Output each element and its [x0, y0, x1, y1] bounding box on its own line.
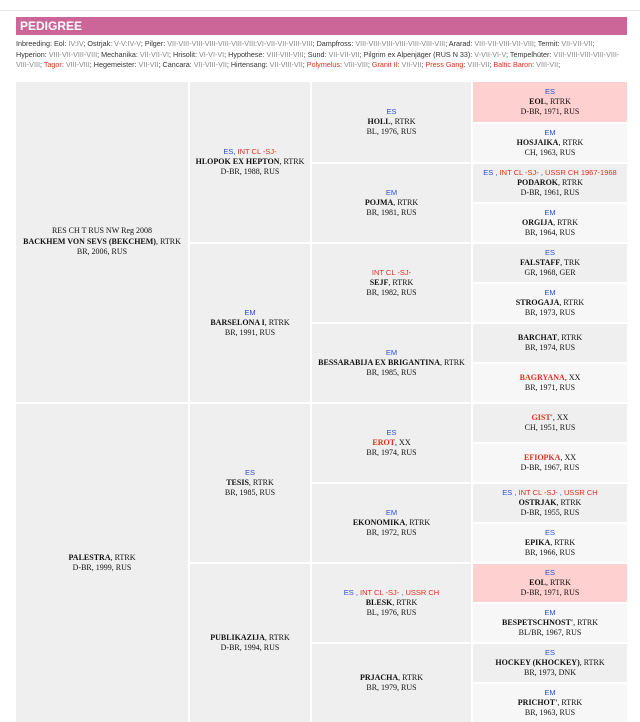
titles-badge — [386, 188, 397, 198]
pedigree-cell-gen2[interactable] — [190, 82, 310, 242]
pedigree-cell-gen4[interactable] — [473, 524, 627, 562]
title-text: , — [399, 587, 406, 597]
inbreeding-generations: VIII-VIII-VIII-VIII-VIII-VIII-VIII — [16, 49, 620, 69]
pedigree-cell-gen3[interactable] — [312, 82, 471, 162]
horse-name-line — [353, 518, 430, 529]
horse-name-line — [520, 258, 580, 269]
inbreeding-ancestor[interactable]: Hegemeister — [93, 60, 135, 69]
horse-name-line — [360, 673, 423, 684]
titles-badge — [545, 648, 555, 658]
breed-code: , RTRK — [546, 96, 571, 106]
titles-badge — [245, 468, 255, 478]
title-text: EM — [544, 287, 556, 297]
title-text: , — [233, 146, 238, 156]
title-text: ES — [544, 527, 555, 537]
inbreeding-ancestor[interactable]: Granit II — [371, 60, 398, 69]
pedigree-cell-gen3[interactable] — [312, 644, 471, 722]
horse-name-link[interactable]: EOL — [529, 96, 547, 106]
inbreeding-generations: VIII-VIII-VIII-VIII-VIII-VIII-VIII — [355, 39, 446, 48]
breed-code: , TRK — [560, 257, 580, 267]
inbreeding-label: Inbreeding: — [16, 39, 54, 48]
horse-name-link[interactable]: BESSARABIJA EX BRIGANTINA — [318, 357, 440, 367]
inbreeding-generations: IV:IV — [68, 39, 84, 48]
titles-badge — [386, 107, 396, 117]
horse-name-link[interactable]: TESIS — [226, 477, 249, 487]
horse-info: D-BR, 1955, RUS — [520, 508, 580, 517]
breed-code: , RTRK — [392, 597, 418, 607]
titles-badge — [545, 87, 555, 97]
titles-badge — [545, 568, 555, 578]
breed-code: , XX — [552, 412, 569, 422]
horse-info: BL, 1976, RUS — [366, 608, 417, 617]
inbreeding-generations: VII-VII — [401, 60, 422, 69]
horse-info: CH, 1951, RUS — [524, 423, 576, 432]
horse-name-line — [520, 373, 581, 384]
breed-code: , RTRK — [248, 477, 274, 487]
horse-name-link[interactable]: PRICHOT' — [517, 697, 558, 707]
inbreeding-ancestor[interactable]: Termit — [537, 39, 558, 48]
horse-name-link[interactable]: PODAROK — [517, 177, 559, 187]
horse-name-link[interactable]: EROT — [372, 437, 396, 447]
title-text: EM — [544, 607, 556, 617]
horse-name-link[interactable]: EFIOPKA — [523, 452, 561, 462]
horse-info: D-BR, 1994, RUS — [220, 643, 280, 652]
titles-badge — [544, 608, 555, 618]
breed-code: , RTRK — [557, 697, 583, 707]
inbreeding-ancestor[interactable]: Polymelus — [306, 60, 340, 69]
horse-name-line — [69, 553, 136, 564]
horse-info: D-BR, 1961, RUS — [520, 188, 580, 197]
pedigree-cell-gen1[interactable] — [16, 82, 188, 402]
horse-name-line — [522, 218, 578, 229]
title-text: EM — [544, 207, 556, 217]
pedigree-cell-gen4[interactable] — [473, 324, 627, 362]
breed-code: , RTRK — [398, 672, 424, 682]
title-text: ES — [244, 467, 255, 477]
inbreeding-generations: VII-VII-VII — [328, 49, 360, 59]
title-text: INT CL -SJ- — [360, 587, 400, 597]
breed-code: , RTRK — [558, 137, 584, 147]
pedigree-cell-gen2[interactable] — [190, 564, 310, 722]
titles-badge — [344, 588, 439, 598]
horse-name-link[interactable]: PALESTRA — [68, 552, 111, 562]
horse-name-link[interactable]: OSTRJAK — [518, 497, 557, 507]
title-text: , — [512, 487, 519, 497]
horse-name-line — [226, 478, 274, 489]
horse-name-line — [525, 538, 575, 549]
pedigree-cell-gen3[interactable] — [312, 164, 471, 242]
title-text: INT CL -SJ- — [237, 146, 277, 156]
horse-name-line — [518, 333, 582, 344]
inbreeding-summary: Inbreeding: Eol: IV:IV; Ostrjak: V-V:IV-V; Pilger: VII-VIII-VIII-VIII-VIII-VIII-VIII:VI-VII-VII-VIII-VIII; Dampfross: VIII-VIII-VIII-VIII-VIII-VIII-VIII; Ararad: VIII-VII-VIII-VII-VIII; Termit: VII-VII-VII; Hyperion: VIII-VII-VIII-VIII; Mechanika: VII-VII-VI; Hrisolit: VI-VI-VI; Hypothese: VIII-VIII-VIII; Sund: VII-VII-VII; Pilgrim ex Alpenjäger (RUS N 33): V-VII-VI-V; Tempelhüter: VIII-VIII-VIII-VIII-VIII-VIII-VIII; Tagor: VIII-VIII; Hegemeister: VII-VII; Cancara: VII-VIII-VII; Hirtensang: VII-VIII-VII; Polymelus: VIII-VIII; Granit II: VII-VII; Press Gang: VIII-VII; Baltic Baron: VIII-VII; — [16, 39, 620, 69]
inbreeding-ancestor[interactable]: Mechanika — [101, 49, 136, 59]
inbreeding-ancestor[interactable]: Hirtensang — [230, 60, 266, 69]
horse-info: D-BR, 1971, RUS — [520, 588, 580, 597]
title-text: ES — [544, 647, 555, 657]
pedigree-cell-gen3[interactable] — [312, 404, 471, 482]
horse-info: BR, 1972, RUS — [366, 528, 417, 537]
titles-badge — [483, 168, 616, 178]
inbreeding-generations: VII-VII-VII — [561, 39, 593, 48]
pedigree-cell-gen1[interactable] — [16, 404, 188, 722]
inbreeding-generations: VIII-VIII — [343, 60, 368, 69]
horse-name-link[interactable]: EOL — [529, 577, 547, 587]
breed-code: , RTRK — [393, 197, 419, 207]
title-text: EM — [385, 507, 398, 517]
breed-code: , RTRK — [110, 552, 136, 562]
horse-name-link[interactable]: HOLL — [367, 116, 391, 126]
horse-name-line — [519, 498, 582, 509]
horse-info: BL, 1976, RUS — [366, 127, 417, 136]
title-text: , — [557, 487, 564, 497]
horse-name-link[interactable]: POJMA — [364, 197, 394, 207]
title-text: INT CL -SJ- — [371, 267, 412, 277]
titles-badge — [386, 428, 396, 438]
pedigree-cell-gen3[interactable] — [312, 484, 471, 562]
inbreeding-ancestor[interactable]: Pilgrim ex Alpenjäger (RUS N 33) — [363, 49, 471, 59]
inbreeding-ancestor[interactable]: Cancara — [162, 60, 190, 69]
horse-name-link[interactable]: HOSJAIKA — [516, 137, 559, 147]
breed-code: , RTRK — [550, 537, 576, 547]
titles-badge — [544, 208, 555, 218]
breed-code: , RTRK — [556, 497, 582, 507]
title-text: EM — [544, 687, 556, 697]
horse-name-link[interactable]: PUBLIKAZIJA — [210, 632, 265, 642]
inbreeding-ancestor[interactable]: Hypothese — [228, 49, 263, 59]
pedigree-cell-gen4[interactable] — [473, 364, 627, 402]
pedigree-cell-gen4[interactable] — [473, 284, 627, 322]
horse-name-link[interactable]: BLESK — [365, 597, 393, 607]
title-text: INT CL -SJ- — [518, 487, 558, 497]
horse-name-line — [517, 178, 583, 189]
inbreeding-generations: VII-VII — [138, 60, 159, 69]
horse-name-line — [318, 358, 465, 369]
horse-name-link[interactable]: BACKHEM VON SEVS (BEKCHEM) — [23, 236, 156, 246]
titles-badge — [502, 488, 597, 498]
breed-code: , RTRK — [264, 632, 290, 642]
horse-info: D-BR, 1967, RUS — [520, 463, 580, 472]
inbreeding-generations: VII-VIII-VIII-VIII-VIII-VIII-VIII:VI-VII-VII-VIII-VIII — [167, 39, 313, 48]
breed-code: , XX — [395, 437, 411, 447]
top-bar — [0, 0, 640, 11]
pedigree-cell-gen4[interactable] — [473, 444, 627, 482]
titles-badge — [544, 288, 555, 298]
horse-name-link[interactable]: BESPETSCHNOST' — [502, 617, 574, 627]
horse-info: BR, 1966, RUS — [524, 548, 576, 557]
title-text: , — [353, 587, 361, 597]
inbreeding-ancestor[interactable]: Tempelhüter — [509, 49, 550, 59]
pedigree-cell-gen4[interactable] — [473, 244, 627, 282]
breed-code: , RTRK — [388, 277, 414, 287]
titles-badge — [386, 508, 397, 518]
inbreeding-ancestor[interactable]: Press Gang — [425, 60, 464, 69]
horse-info: D-BR, 1988, RUS — [220, 167, 280, 176]
inbreeding-ancestor[interactable]: Sund — [307, 49, 325, 59]
pedigree-cell-gen4[interactable] — [473, 604, 627, 642]
horse-name-line — [23, 237, 181, 248]
horse-name-line — [495, 658, 604, 669]
titles-badge — [545, 528, 555, 538]
horse-info: BR, 1974, RUS — [366, 448, 417, 457]
inbreeding-generations: VIII-VII — [467, 60, 490, 69]
pedigree-cell-gen3[interactable] — [312, 244, 471, 322]
title-text: INT CL -SJ- — [499, 167, 539, 177]
inbreeding-generations: VI-VI-VI — [198, 49, 225, 59]
horse-name-line — [210, 633, 290, 644]
inbreeding-ancestor[interactable]: Hrisolit — [173, 49, 195, 59]
breed-code: , RTRK — [579, 657, 605, 667]
title-text: ES — [483, 167, 494, 177]
horse-info: BL/BR, 1967, RUS — [518, 628, 582, 637]
horse-info: GR, 1968, GER — [524, 268, 576, 277]
horse-info: D-BR, 1971, RUS — [520, 107, 580, 116]
horse-info: CH, 1963, RUS — [524, 148, 576, 157]
breed-code: , RTRK — [546, 577, 571, 587]
section-header: PEDIGREE — [16, 17, 627, 35]
pedigree-cell-gen4[interactable] — [473, 82, 627, 122]
pedigree-cell-gen4[interactable] — [473, 204, 627, 242]
horse-name-link[interactable]: EPIKA — [524, 537, 551, 547]
inbreeding-generations: VII-VIII-VII — [269, 60, 303, 69]
breed-code: , RTRK — [390, 116, 416, 126]
breed-code: , RTRK — [558, 177, 583, 187]
title-text: ES — [544, 86, 555, 96]
pedigree-cell-gen3[interactable] — [312, 324, 471, 402]
pedigree-cell-gen2[interactable] — [190, 244, 310, 402]
breed-code: , RTRK — [553, 217, 578, 227]
horse-info: BR, 1985, RUS — [224, 488, 276, 497]
horse-name-link[interactable]: HOCKEY (KHOCKEY) — [495, 657, 580, 667]
breed-code: , RTRK — [405, 517, 431, 527]
titles-badge — [386, 348, 397, 358]
horse-name-line — [370, 278, 414, 289]
horse-name-line — [210, 318, 289, 329]
pedigree-cell-gen4[interactable] — [473, 564, 627, 602]
horse-name-link[interactable]: SEJF — [369, 277, 389, 287]
titles-badge — [544, 128, 555, 138]
inbreeding-ancestor[interactable]: Ostrjak — [87, 39, 111, 48]
title-text: USSR CH — [563, 487, 598, 497]
pedigree-cell-gen4[interactable] — [473, 124, 627, 162]
titles-badge — [544, 688, 555, 698]
inbreeding-ancestor[interactable]: Baltic Baron — [493, 60, 533, 69]
inbreeding-generations: VIII-VII-VIII-VIII — [48, 49, 98, 59]
titles-badge — [223, 147, 276, 157]
horse-info: BR, 1981, RUS — [366, 208, 417, 217]
horse-name-link[interactable]: EKONOMIKA — [352, 517, 406, 527]
inbreeding-generations: VII-VIII-VII — [193, 60, 227, 69]
horse-name-link[interactable]: ORGIJA — [522, 217, 554, 227]
horse-name-link[interactable]: FALSTAFF — [519, 257, 561, 267]
horse-name-line — [517, 138, 584, 149]
title-text: , — [538, 167, 545, 177]
horse-info: BR, 2006, RUS — [76, 247, 128, 257]
horse-name-link[interactable]: STROGAJA — [515, 297, 560, 307]
title-text: EM — [385, 187, 398, 197]
horse-info: BR, 1973, RUS — [524, 308, 576, 317]
inbreeding-generations: VIII-VII-VIII-VII-VIII — [474, 39, 534, 48]
title-prefix: RES CH T RUS NW Reg 2008 — [51, 226, 152, 236]
horse-name-line — [529, 97, 571, 108]
horse-name-link[interactable]: BARSELONA I — [210, 317, 265, 327]
horse-info: D-BR, 1999, RUS — [72, 563, 132, 572]
breed-code: , RTRK — [559, 297, 585, 307]
horse-info: BR, 1991, RUS — [224, 328, 276, 337]
inbreeding-ancestor[interactable]: Dampfross — [316, 39, 352, 48]
pedigree-cell-gen4[interactable] — [473, 644, 627, 682]
title-text: USSR CH — [405, 587, 440, 597]
breed-code: , RTRK — [264, 317, 290, 327]
horse-info: BR, 1982, RUS — [366, 288, 417, 297]
horse-name-line — [365, 198, 418, 209]
pedigree-cell-gen4[interactable] — [473, 484, 627, 522]
title-text: EM — [244, 307, 256, 317]
titles-badge — [244, 308, 255, 318]
title-text: ES — [223, 146, 234, 156]
horse-info: BR, 1964, RUS — [524, 228, 576, 237]
horse-name-link[interactable]: BAGRYANA — [519, 372, 565, 382]
inbreeding-ancestor[interactable]: Pilger — [144, 39, 164, 48]
horse-info: BR, 1979, RUS — [366, 683, 417, 692]
title-text: USSR CH 1967-1968 — [545, 167, 617, 177]
horse-info: BR, 1963, RUS — [524, 708, 576, 717]
pedigree-cell-gen4[interactable] — [473, 404, 627, 442]
title-text: , — [493, 167, 500, 177]
horse-name-line — [502, 618, 598, 629]
title-text: ES — [386, 427, 397, 437]
title-text: ES — [544, 247, 555, 257]
inbreeding-ancestor[interactable]: Tagor — [43, 60, 62, 69]
horse-name-line — [529, 578, 571, 589]
horse-name-line — [532, 413, 569, 424]
horse-info: BR, 1973, DNK — [523, 668, 576, 677]
horse-info: BR, 1974, RUS — [524, 343, 576, 352]
breed-code: , RTRK — [155, 236, 181, 246]
inbreeding-generations: VIII-VII — [536, 60, 559, 69]
inbreeding-ancestor[interactable]: Hyperion — [16, 49, 45, 59]
inbreeding-generations: VII-VII-VI — [139, 49, 170, 59]
horse-name-line — [524, 453, 576, 464]
title-text: EM — [385, 347, 398, 357]
breed-code: , RTRK — [439, 357, 465, 367]
horse-name-link[interactable]: HLOPOK EX HEPTON — [195, 156, 280, 166]
breed-code: , XX — [560, 452, 576, 462]
title-text: ES — [502, 487, 513, 497]
title-text: ES — [544, 567, 555, 577]
inbreeding-ancestor[interactable]: Eol — [53, 39, 65, 48]
breed-code: , RTRK — [573, 617, 598, 627]
horse-name-link[interactable]: BARCHAT — [517, 332, 558, 342]
inbreeding-generations: VIII-VIII — [65, 60, 90, 69]
pedigree-cell-gen3[interactable] — [312, 564, 471, 642]
breed-code: , RTRK — [279, 156, 305, 166]
horse-info: BR, 1971, RUS — [524, 383, 576, 392]
breed-code: , RTRK — [557, 332, 583, 342]
horse-name-line — [368, 117, 416, 128]
breed-code: , XX — [564, 372, 581, 382]
horse-name-link[interactable]: PRJACHA — [359, 672, 399, 682]
titles-badge — [372, 268, 411, 278]
inbreeding-generations: V-V:IV-V — [114, 39, 141, 48]
inbreeding-ancestor[interactable]: Ararad — [448, 39, 471, 48]
titles-badge — [545, 248, 555, 258]
inbreeding-generations: VIII-VIII-VIII — [266, 49, 304, 59]
horse-info: BR, 1985, RUS — [366, 368, 417, 377]
title-text: ES — [343, 587, 354, 597]
title-text: ES — [386, 106, 397, 116]
horse-name-line — [518, 698, 582, 709]
inbreeding-generations: V-VII-VI-V — [474, 49, 506, 59]
horse-name-link[interactable]: GIST' — [531, 412, 553, 422]
pedigree-cell-gen2[interactable] — [190, 404, 310, 562]
horse-name-line — [516, 298, 584, 309]
horse-name-line — [196, 157, 305, 168]
horse-name-line — [372, 438, 410, 449]
pedigree-cell-gen4[interactable] — [473, 684, 627, 722]
pedigree-cell-gen4[interactable] — [473, 164, 627, 202]
title-text: EM — [544, 127, 556, 137]
horse-name-line — [366, 598, 418, 609]
